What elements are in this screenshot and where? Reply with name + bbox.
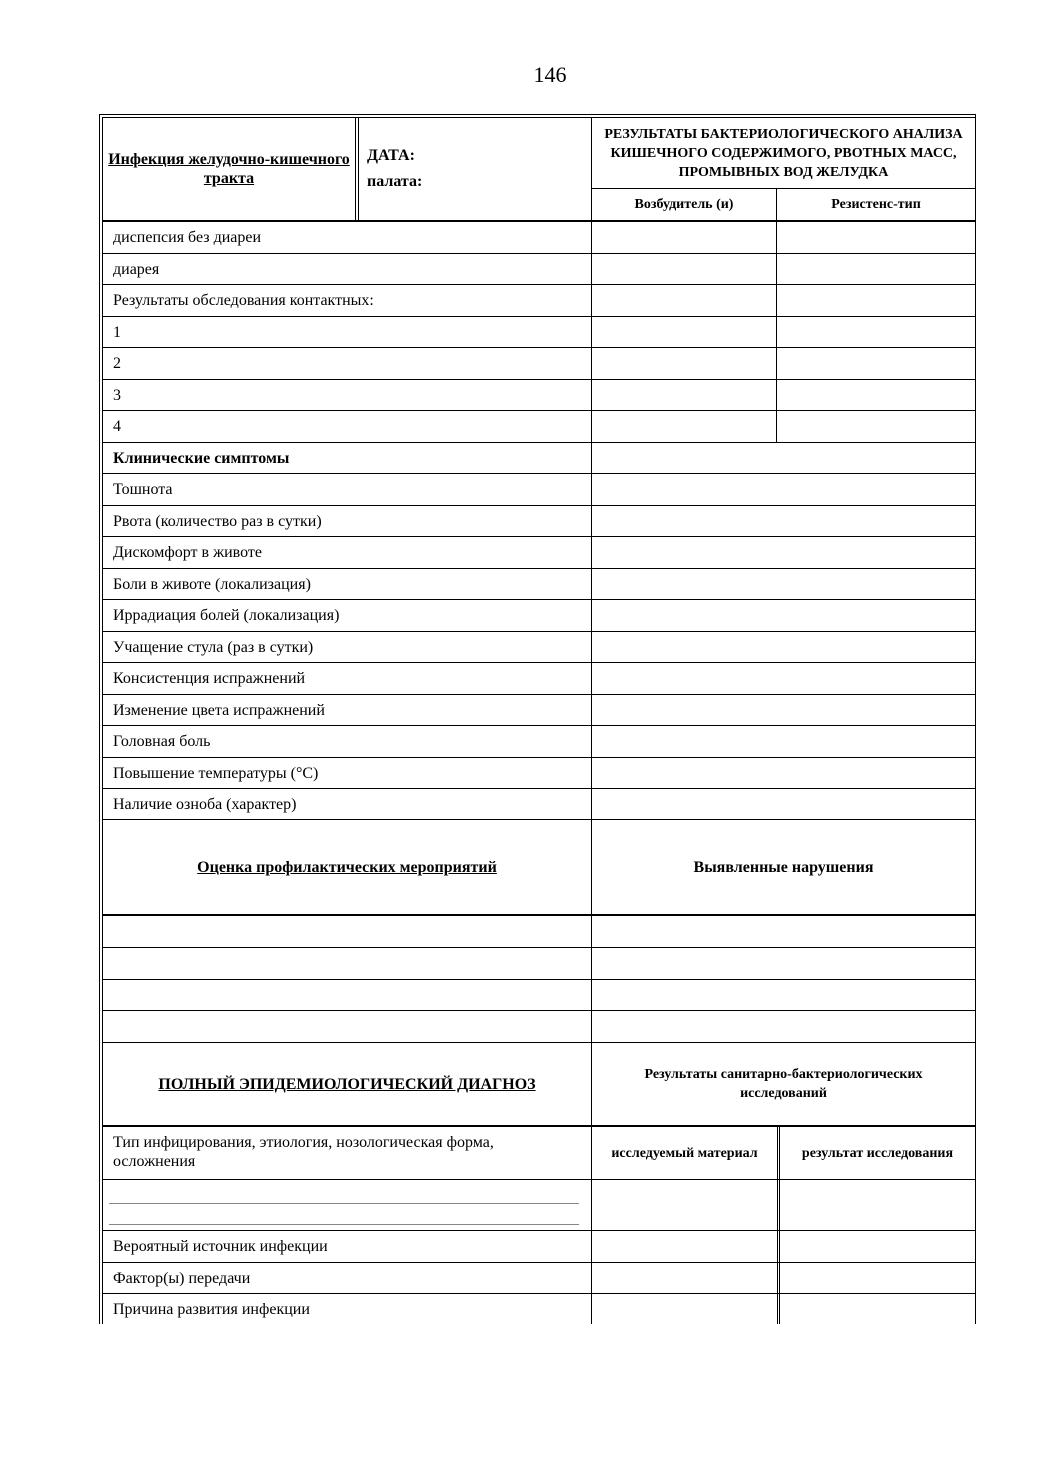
row-infection-source: Вероятный источник инфекции [113, 1238, 328, 1255]
symptom-fever: Повышение температуры (°C) [113, 764, 319, 782]
row-contact-4: 4 [113, 418, 121, 435]
symptom-pain-irradiation: Иррадиация болей (локализация) [113, 607, 340, 624]
form-title: Инфекция желудочно-кишечного тракта [108, 151, 350, 187]
diagnosis-write-line-2 [109, 1224, 579, 1225]
row-infection-cause: Причина развития инфекции [113, 1300, 310, 1318]
symptom-headache: Головная боль [113, 733, 211, 750]
row-contact-3: 3 [113, 386, 121, 404]
resistance-column-header: Резистенс-тип [831, 197, 921, 212]
violations-title: Выявленные нарушения [693, 858, 874, 876]
row-dyspepsia: диспепсия без диареи [113, 229, 262, 246]
bacteriology-results-title: РЕЗУЛЬТАТЫ БАКТЕРИОЛОГИЧЕСКОГО АНАЛИЗА КИШЕЧНОГО СОДЕРЖИМОГО, РВОТНЫХ МАСС, ПРОМЫВНЫХ ВОД ЖЕЛУДКА [604, 126, 963, 180]
result-column-header: результат исследования [801, 1145, 954, 1161]
ward-label: палата: [367, 172, 423, 190]
symptom-stool-color: Изменение цвета испражнений [113, 701, 325, 719]
row-transmission-factors: Фактор(ы) передачи [113, 1269, 251, 1287]
diagnosis-write-line-1 [109, 1203, 579, 1204]
ward-infection-form [99, 114, 977, 1324]
symptom-nausea: Тошнота [113, 481, 173, 498]
infection-type-label: Тип инфицирования, этиология, нозологическая форма, осложнения [113, 1134, 494, 1170]
row-diarrhea: диарея [113, 260, 160, 278]
row-contact-2: 2 [113, 355, 121, 372]
row-contact-1: 1 [113, 323, 121, 341]
pathogen-column-header: Возбудитель (и) [634, 197, 734, 212]
symptom-chills: Наличие озноба (характер) [113, 795, 297, 813]
prevention-title: Оценка профилактических мероприятий [197, 858, 497, 876]
clinical-symptoms-heading: Клинические симптомы [113, 449, 290, 467]
symptom-vomiting: Рвота (количество раз в сутки) [113, 512, 322, 530]
page-number: 146 [533, 62, 567, 87]
row-contacts-results: Результаты обследования контактных: [113, 292, 374, 309]
sanitary-results-title: Результаты санитарно-бактериологических исследований [644, 1067, 923, 1101]
symptom-stool-consistency: Консистенция испражнений [113, 670, 306, 687]
material-column-header: исследуемый материал [611, 1145, 758, 1161]
symptom-abdominal-pain: Боли в животе (локализация) [113, 575, 311, 593]
symptom-stool-frequency: Учащение стула (раз в сутки) [113, 638, 314, 656]
diagnosis-title: ПОЛНЫЙ ЭПИДЕМИОЛОГИЧЕСКИЙ ДИАГНОЗ [158, 1075, 536, 1093]
symptom-abdominal-discomfort: Дискомфорт в животе [113, 544, 263, 561]
date-label: ДАТА: [367, 146, 415, 164]
